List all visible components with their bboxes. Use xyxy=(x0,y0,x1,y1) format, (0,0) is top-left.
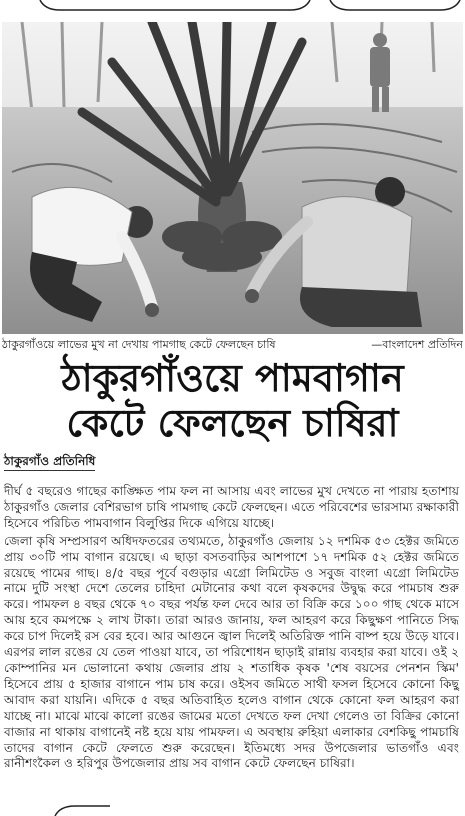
caption-text: ঠাকুরগাঁওয়ে লাভের মুখ না দেখায় পামগাছ কেটে ফেলছেন চাষি xyxy=(2,338,276,351)
photo-farmers-cutting-palm xyxy=(2,22,463,334)
headline-line-2: কেটে ফেলছেন চাষিরা xyxy=(66,401,399,445)
paragraph-1: দীর্ঘ ৫ বছরেও গাছের কাঙ্ক্ষিত পাম ফল না আসায় এবং লাভের মুখ দেখতে না পারায় হতাশায় ঠাকুরগাঁও জেলার বেশিরভাগ চাষি পামগাছ কেটে ফেলছেন। এতে পরিবেশের ভারসাম্য রক্ষাকারী হিসেবে পরিচিত পামবাগান বিলুপ্তির দিকে এগিয়ে যাচ্ছে। xyxy=(4,484,459,530)
article-body xyxy=(4,484,459,774)
news-photo xyxy=(2,22,463,334)
caption-credit: —বাংলাদেশ প্রতিদিন xyxy=(371,338,463,351)
paragraph-2: জেলা কৃষি সম্প্রসারণ অধিদফতরের তথ্যমতে, ঠাকুরগাঁও জেলায় ১২ দশমিক ৫৩ হেক্টর জমিতে প্রায় ৩০টি পাম বাগান রয়েছে। এ ছাড়া বসতবাড়ির আশপাশে ১৭ দশমিক ৫২ হেক্টর জমিতে রয়েছে পামের গাছ। ৪/৫ বছর পূর্বে বগুড়ার এগ্রো লিমিটেড ও সবুজ বাংলা এগ্রো লিমিটেড নামে দুটি সংস্থা দেশে তেলের চাহিদা মেটানোর কথা বলে কৃষকদের উদ্বুদ্ধ করে পামচাষ শুরু করে। পামফল ৪ বছর থেকে ৭০ বছর পর্যন্ত ফল দেবে আর তা বিক্রি করে ১০০ গাছ থেকে মাসে আয় হবে কমপক্ষে ২ লাখ টাকা। তারা আরও জানায়, ফল আহরণ করে কিছুক্ষণ পানিতে সিদ্ধ করে চাপ দিলেই রস বের হবে। আর আগুনে জ্বাল দিলেই অতিরিক্ত পানি বাষ্প হয়ে উড়ে যাবে। এরপর লাল রঙের যে তেল পাওয়া যাবে, তা পরিশোধন ছাড়াই রান্নায় ব্যবহার করা যাবে। ওই ২ কোম্পানির মন ভোলানো কথায় জেলার প্রায় ২ শতাধিক কৃষক 'শেষ বয়সের পেনশন স্কিম' হিসেবে প্রায় ৫ হাজার বাগানে পাম চাষ করে। ওইসব জমিতে সাথী ফসল হিসেবে কোনো কিছু আবাদ করা যায়নি। এদিকে ৫ বছর অতিবাহিত হলেও বাগান থেকে কোনো ফল আহরণ করা যাচ্ছে না। মাঝে মাঝে কালো রঙের জামের মতো দেখতে ফল দেখা গেলেও তা বিক্রির কোনো বাজার না থাকায় বাগানেই নষ্ট হয়ে যায় পামফল। এ অবস্থায় রুহিয়া এলাকার বেশকিছু পামচাষি তাদের বাগান কেটে ফেলতে শুরু করেছেন। ইতিমধ্যে সদর উপজেলার ভাতগাঁও এবং রানীশংকৈল ও হরিপুর উপজেলার প্রায় সব বাগান কেটে ফেলছেন চাষিরা। xyxy=(4,533,459,771)
headline-line-1: ঠাকুরগাঁওয়ে পামবাগান xyxy=(61,356,404,400)
top-frame-decoration xyxy=(0,0,465,22)
bottom-frame-decoration xyxy=(0,802,465,816)
byline: ঠাকুরগাঁও প্রতিনিধি xyxy=(4,453,95,471)
photo-caption xyxy=(2,336,463,353)
headline xyxy=(0,356,465,446)
